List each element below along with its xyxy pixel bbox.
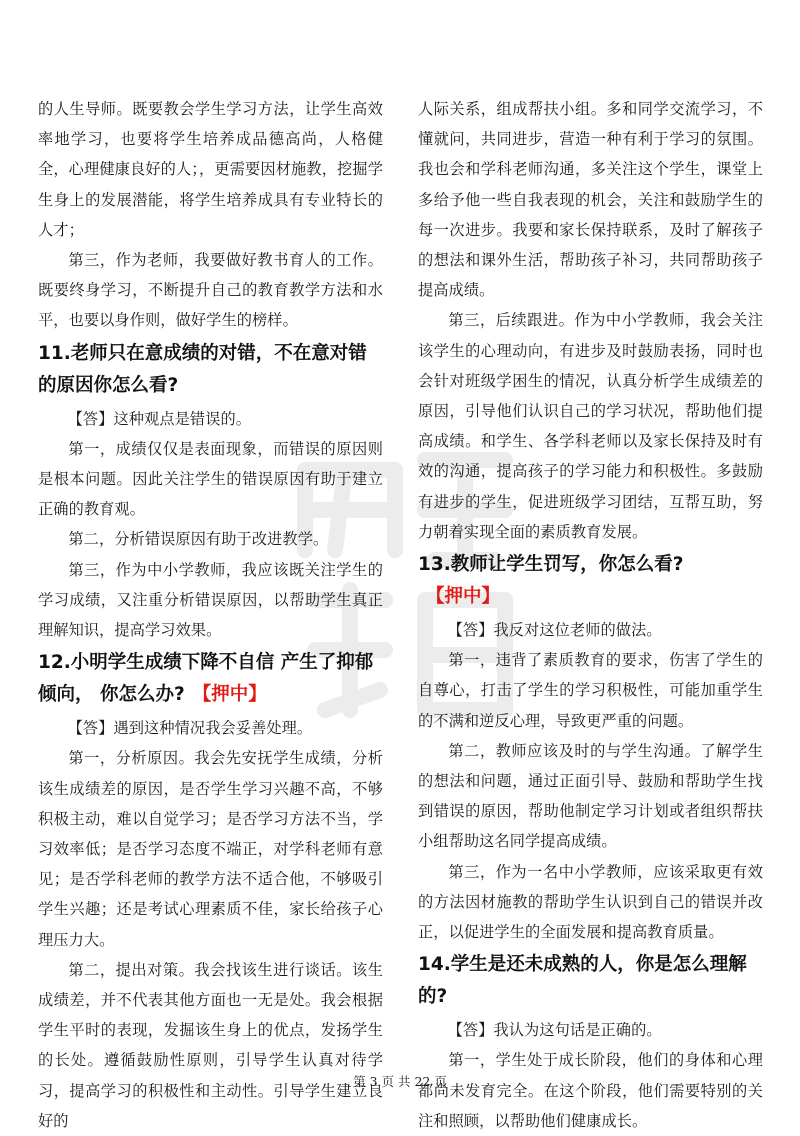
question-heading xyxy=(38,647,383,711)
body-paragraph: 第一，成绩仅仅是表面现象，而错误的原因则是根本问题。因此关注学生的错误原因有助于建立正确的教育观。 xyxy=(38,439,383,519)
body-paragraph: 第一，分析原因。我会先安抚学生成绩，分析该生成绩差的原因，是否学生学习兴趣不高，不够积极主动，难以自觉学习；是否学习方法不当，学习效率低；是否学习态度不端正，对学科老师有意见；是否学科老师的教学方法不适合他，不够吸引学生兴趣；还是考试心理素质不佳，家长给孩子心理压力大。 xyxy=(38,749,383,949)
body-paragraph: 第三，后续跟进。作为中小学教师，我会关注该学生的心理动向，有进步及时鼓励表扬，同时也会针对班级学困生的情况，认真分析学生成绩差的原因，引导他们认识自己的学习状况，帮助他们提高成绩。和学生、各学科老师以及家长保持及时有效的沟通，提高孩子的学习能力和积极性。多鼓励有进步的学生，促进班级学习团结，互帮互助，努力朝着实现全面的素质教育发展。 xyxy=(418,311,763,541)
body-paragraph: 第二，分析错误原因有助于改进教学。 xyxy=(68,530,329,549)
answer-line: 【答】这种观点是错误的。 xyxy=(67,409,252,428)
question-heading xyxy=(418,549,763,613)
highlight-tag: 【押中】 xyxy=(426,586,501,608)
question-text: 14.学生是还未成熟的人，你是怎么理解的? xyxy=(418,954,747,1008)
answer-line: 【答】我认为这句话是正确的。 xyxy=(447,1021,662,1040)
highlight-tag: 【押中】 xyxy=(192,684,267,706)
question-text: 13.教师让学生罚写，你怎么看? xyxy=(418,554,684,576)
body-paragraph: 第三，作为老师，我要做好教书育人的工作。既要终身学习，不断提升自己的教育教学方法和水平，也要以身作则，做好学生的榜样。 xyxy=(38,251,383,330)
body-paragraph: 的人生导师。既要教会学生学习方法，让学生高效率地学习，也要将学生培养成品德高尚，人格健全，心理健康良好的人；，更需要因材施教，挖掘学生身上的发展潜能，将学生培养成具有专业特长的人才； xyxy=(38,100,383,239)
body-paragraph: 第二，提出对策。我会找该生进行谈话。该生成绩差，并不代表其他方面也一无是处。我会根据学生平时的表现，发掘该生身上的优点，发扬学生的长处。遵循鼓励性原则，引导学生认真对待学习，提高学习的积极性和主动性。引导学生建立良好的 xyxy=(38,960,383,1130)
page-footer: 第 3 页 共 22 页 xyxy=(353,1074,447,1089)
question-heading xyxy=(418,949,763,1013)
left-column xyxy=(38,94,383,1136)
body-paragraph: 第一，学生处于成长阶段，他们的身体和心理都尚未发育完全。在这个阶段，他们需要特别的关注和照顾，以帮助他们健康成长。 xyxy=(418,1051,763,1130)
question-text: 11.老师只在意成绩的对错，不在意对错的原因你怎么看? xyxy=(38,342,367,396)
question-heading xyxy=(38,338,383,402)
body-paragraph: 第二，教师应该及时的与学生沟通。了解学生的想法和问题，通过正面引导、鼓励和帮助学生找到错误的原因，帮助他制定学习计划或者组织帮扶小组帮助这名同学提高成绩。 xyxy=(418,741,763,851)
answer-line: 【答】遇到这种情况我会妥善处理。 xyxy=(67,719,313,738)
answer-line: 【答】我反对这位老师的做法。 xyxy=(447,621,662,640)
body-paragraph: 第一，违背了素质教育的要求，伤害了学生的自尊心，打击了学生的学习积极性，可能加重学生的不满和逆反心理，导致更严重的问题。 xyxy=(418,651,763,730)
body-paragraph: 人际关系，组成帮扶小组。多和同学交流学习，不懂就问，共同进步，营造一种有利于学习的氛围。我也会和学科老师沟通，多关注这个学生，课堂上多给予他一些自我表现的机会，关注和鼓励学生的每一次进步。我要和家长保持联系，及时了解孩子的想法和课外生活，帮助孩子补习，共同帮助孩子提高成绩。 xyxy=(418,100,763,300)
body-paragraph: 第三，作为一名中小学教师，应该采取更有效的方法因材施教的帮助学生认识到自己的错误并改正，以促进学生的全面发展和提高教育质量。 xyxy=(418,862,763,942)
right-column xyxy=(418,94,763,1136)
question-text: 12.小明学生成绩下降不自信 产生了抑郁倾向， 你怎么办? xyxy=(38,652,374,706)
body-paragraph: 第三，作为中小学教师，我应该既关注学生的学习成绩，又注重分析错误原因，以帮助学生真正理解知识，提高学习效果。 xyxy=(38,560,383,640)
